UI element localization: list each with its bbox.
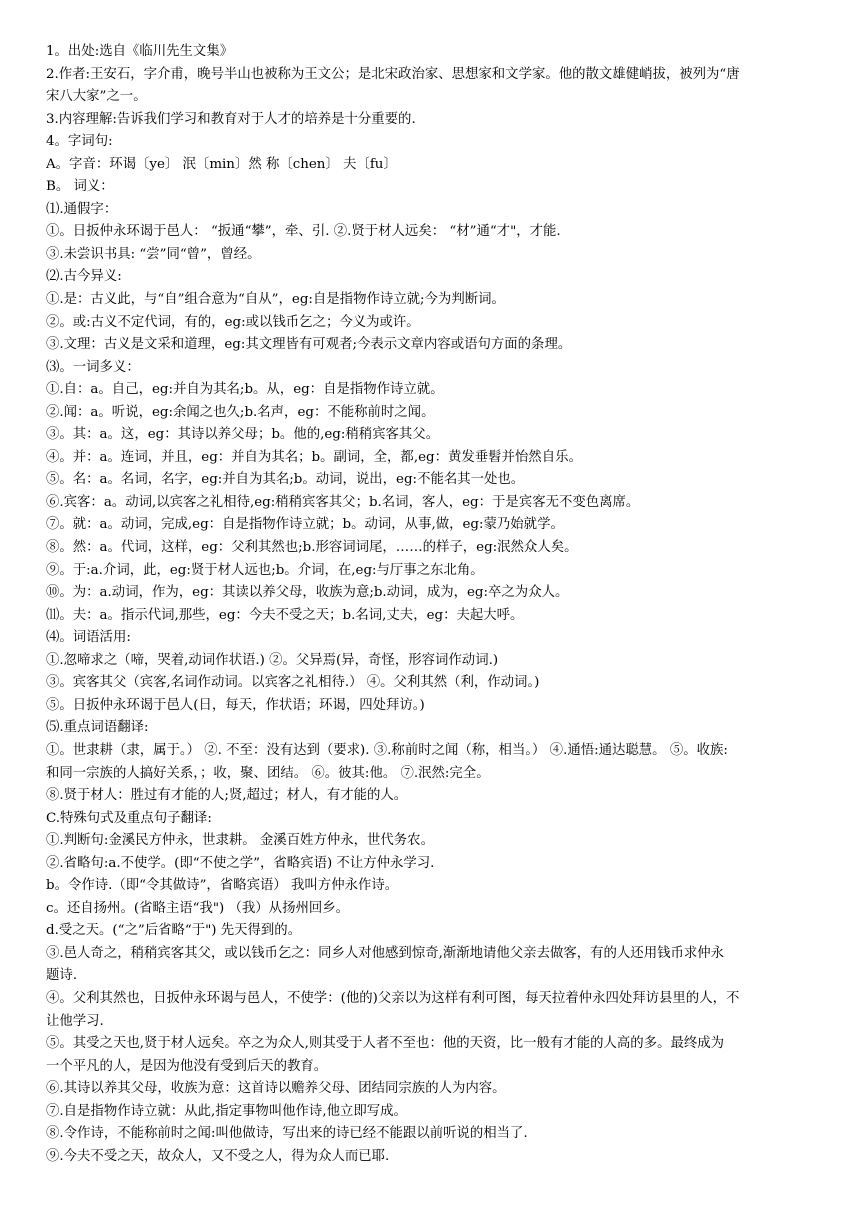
text-line: 宋八大家”之一。 [46,89,147,105]
document-body [46,41,820,1168]
text-line: 题诗. [46,968,78,984]
text-line: ④。并：a。连词，并且，eg：并自为其名；b。副词，全，都,eg：黄发垂髫并怡然自乐。 [46,449,582,465]
text-line: ⑧。然：a。代词，这样，eg：父利其然也;b.形容词词尾，……的样子，eg:泯然众人矣。 [46,540,578,556]
text-line: ⑩。为：a.动词，作为，eg：其读以养父母，收族为意;b.动词，成为，eg:卒之为众人。 [46,585,569,601]
text-line: ①。世隶耕（隶，属于。） ②. 不至：没有达到（要求). ③.称前时之闻（称，相当。） ④.通悟:通达聪慧。 ⑤。收族: [46,742,728,758]
text-line: ⑧.令作诗，不能称前时之闻:叫他做诗，写出来的诗已经不能跟以前听说的相当了. [46,1126,528,1142]
text-line: ⑸.重点词语翻译: [46,720,149,736]
text-line: d.受之天。(“之”后省略“于") 先天得到的。 [46,923,302,939]
text-line: ①。日扳仲永环谒于邑人： “扳通“攀”，牵、引. ②.贤于材人远矣： “材”通“才"，才能. [46,224,561,240]
text-line: c。还自扬州。(省略主语“我") （我）从扬州回乡。 [46,900,350,916]
text-line: ①.是：古义此，与“自”组合意为“自从”，eg:自是指物作诗立就;今为判断词。 [46,292,505,308]
text-line: ⑤。其受之天也,贤于材人远矣。卒之为众人,则其受于人者不至也：他的天资，比一般有才能的人高的多。最终成为 [46,1036,725,1052]
text-line: ⑷。词语活用: [46,630,131,646]
text-line: ①.判断句:金溪民方仲永，世隶耕。 金溪百姓方仲永，世代务农。 [46,833,434,849]
text-line: 和同一宗族的人搞好关系，；收，聚、团结。 ⑥。彼其:他。 ⑦.泯然:完全。 [46,765,490,781]
text-line: ③.文理：古义是文采和道理，eg:其文理皆有可观者;今表示文章内容或语句方面的条理。 [46,337,572,353]
text-line: ④。父利其然也，日扳仲永环谒与邑人，不使学：(他的)父亲以为这样有利可图，每天拉着仲永四处拜访县里的人，不 [46,990,740,1006]
text-line: ③。其：a。这，eg：其诗以养父母；b。他的,eg:稍稍宾客其父。 [46,427,440,443]
text-line: ⑨。于:a.介词，此，eg:贤于材人远也;b。介词，在,eg:与厅事之东北角。 [46,562,484,578]
text-line: A。字音：环谒〔ye〕 泯〔min〕然 称〔chen〕 夫〔fu〕 [46,156,397,172]
text-line: B。 词义： [46,179,114,195]
text-line: ③.未尝识书具: “尝”同“曾”，曾经。 [46,246,261,262]
text-line: ⑴.通假字： [46,201,118,217]
text-line: ⑶。一词多义： [46,359,140,375]
text-line: ⑵.古今异义: [46,269,122,285]
text-line: ⑥.其诗以养其父母，收族为意：这首诗以赡养父母、团结同宗族的人为内容。 [46,1081,506,1097]
text-line: 1。出处:选自《临川先生文集》 [46,44,234,59]
text-line: ⑨.今夫不受之天，故众人，又不受之人，得为众人而已耶. [46,1148,390,1164]
text-line: ②.省略句:a.不使学。(即“不使之学”，省略宾语) 不让方仲永学习. [46,855,435,871]
text-line: ⑥.宾客：a。动词,以宾客之礼相待,eg:稍稍宾客其父；b.名词，客人，eg：于是宾客无不变色离席。 [46,494,640,510]
text-line: 让他学习. [46,1013,104,1029]
text-line: 2.作者:王安石，字介甫，晚号半山也被称为王文公；是北宋政治家、思想家和文学家。他的散文雄健峭拔，被列为“唐 [46,66,740,82]
text-line: ⑦。就：a。动词，完成,eg：自是指物作诗立就；b。动词，从事,做，eg:蒙乃始就学。 [46,517,564,533]
text-line: ③.邑人奇之，稍稍宾客其父，或以钱币乞之：同乡人对他感到惊奇,渐渐地请他父亲去做客，有的人还用钱币求仲永 [46,945,725,961]
text-line: ⑤。名：a。名词，名字，eg:并自为其名;b。动词，说出，eg:不能名其一处也。 [46,472,525,488]
text-line: 一个平凡的人，是因为他没有受到后天的教育。 [46,1058,328,1074]
text-line: ⑾。夫：a。指示代词,那些，eg：今夫不受之天；b.名词,丈夫，eg：夫起大呼。 [46,607,524,623]
text-line: ⑧.贤于材人：胜过有才能的人;贤,超过；材人，有才能的人。 [46,788,408,804]
text-line: ①.自：a。自己，eg:并自为其名;b。从，eg：自是指物作诗立就。 [46,382,444,398]
text-line: ②.闻：a。听说，eg:余闻之也久;b.名声，eg：不能称前时之闻。 [46,404,435,420]
text-line: ⑦.自是指物作诗立就：从此,指定事物叫他作诗,他立即写成。 [46,1103,407,1119]
text-line: 4。字词句: [46,134,113,150]
text-line: ①.忽啼求之（啼，哭着,动词作状语.) ②。父异焉(异，奇怪，形容词作动词.) [46,652,499,668]
text-line: b。令作诗.（即“令其做诗”，省略宾语） 我叫方仲永作诗。 [46,878,399,894]
text-line: 3.内容理解:告诉我们学习和教育对于人才的培养是十分重要的. [46,111,416,127]
text-line: ③。宾客其父（宾客,名词作动词。以宾客之礼相待.） ④。父利其然（利，作动词。) [46,675,540,691]
text-line: ⑤。日扳仲永环谒于邑人(日，每天，作状语；环谒，四处拜访。) [46,697,425,713]
text-line: C.特殊句式及重点句子翻译: [46,810,212,826]
text-line: ②。或:古义不定代词，有的，eg:或以钱币乞之；今义为或许。 [46,314,420,330]
